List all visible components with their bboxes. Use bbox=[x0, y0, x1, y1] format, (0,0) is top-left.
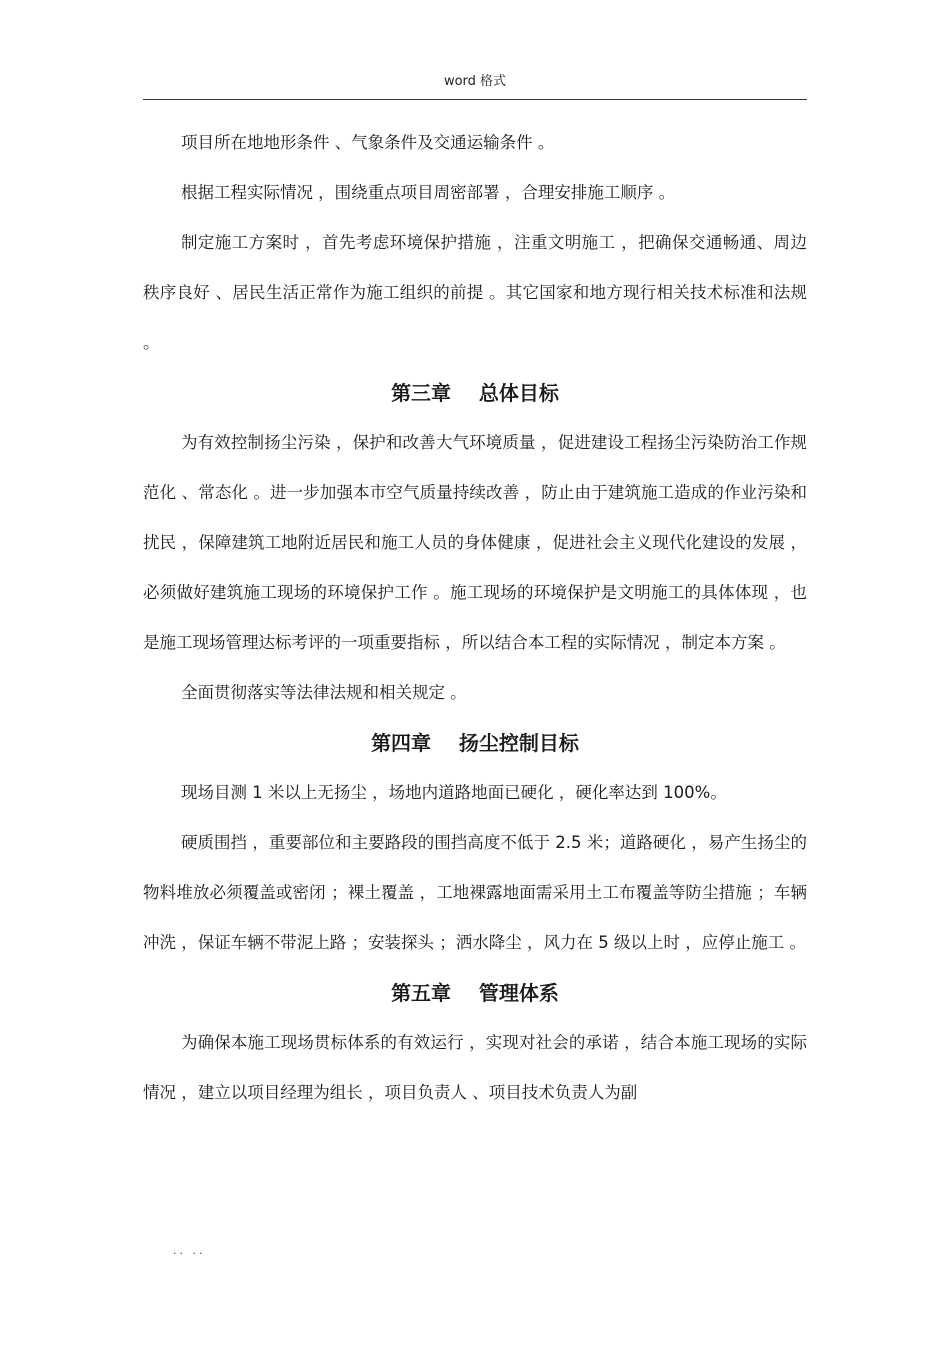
paragraph-regulations: 全面贯彻落实等法律法规和相关规定 。 bbox=[180, 683, 467, 702]
paragraph-management: 为确保本施工现场贯标体系的有效运行 ，实现对社会的承诺 ，结合本施工现场的实际情况 ，建立以项目经理为组长 ，项目负责人 、项目技术负责人为副 bbox=[143, 1033, 807, 1102]
header-divider bbox=[143, 99, 807, 100]
chapter-3-heading: 第三章 总体目标 bbox=[391, 381, 559, 405]
paragraph-visual-target: 现场目测 1 米以上无扬尘 ，场地内道路地面已硬化 ，硬化率达到 100%。 bbox=[180, 783, 727, 802]
paragraph-premise: 制定施工方案时 ，首先考虑环境保护措施 ，注重文明施工 ，把确保交通畅通、周边秩序良好 、居民生活正常作为施工组织的前提 。其它国家和地方现行相关技术标准和法规 。 bbox=[143, 233, 813, 352]
paragraph-measures: 硬质围挡 ，重要部位和主要路段的围挡高度不低于 2.5 米；道路硬化 ，易产生扬尘的物料堆放必须覆盖或密闭 ；裸土覆盖 ，工地裸露地面需采用土工布覆盖等防尘措施 ；车辆冲洗 ，保证车辆不带泥上路 ；安装探头 ；洒水降尘 ，风力在 5 级以上时 ，应停止施工 。 bbox=[143, 833, 807, 952]
chapter-5-heading: 第五章 管理体系 bbox=[391, 981, 559, 1005]
paragraph-terrain: 项目所在地地形条件 、气象条件及交通运输条件 。 bbox=[180, 133, 555, 152]
page-header: word 格式 bbox=[443, 74, 507, 89]
document-body bbox=[143, 118, 813, 1118]
paragraph-dust-control: 为有效控制扬尘污染 ，保护和改善大气环境质量 ，促进建设工程扬尘污染防治工作规范化 、常态化 。进一步加强本市空气质量持续改善 ，防止由于建筑施工造成的作业污染和扰民 ，保障建筑工地附近居民和施工人员的身体健康 ，促进社会主义现代化建设的发展 ，必须做好建筑施工现场的环境保护工作 。施工现场的环境保护是文明施工的具体体现 ，也是施工现场管理达标考评的一项重要指标 ，所以结合本工程的实际情况 ，制定本方案 。 bbox=[143, 433, 807, 652]
paragraph-arrangement: 根据工程实际情况 ，围绕重点项目周密部署 ，合理安排施工顺序 。 bbox=[180, 183, 676, 202]
page-footer-marks: .. .. bbox=[173, 1244, 206, 1257]
chapter-4-heading: 第四章 扬尘控制目标 bbox=[371, 731, 579, 755]
